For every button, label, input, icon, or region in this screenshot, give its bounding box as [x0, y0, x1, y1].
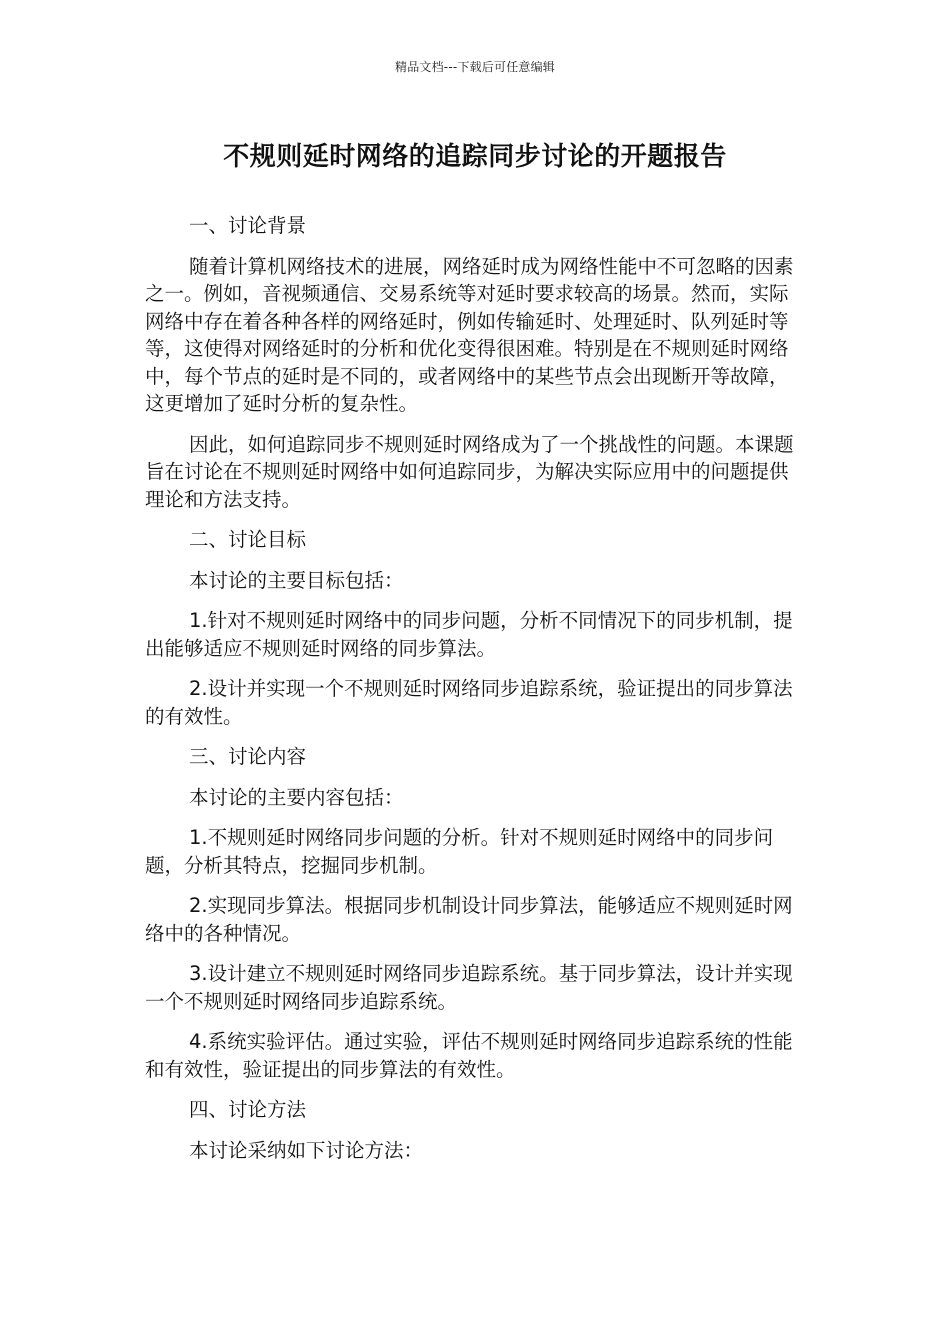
section-heading-methods: 四、讨论方法: [189, 1098, 307, 1121]
paragraph-goals-intro: 本讨论的主要目标包括：: [189, 568, 404, 592]
list-item-content-2: 2.实现同步算法。根据同步机制设计同步算法，能够适应不规则延时网络中的各种情况。: [145, 894, 793, 945]
section-heading-content: 三、讨论内容: [189, 745, 307, 768]
list-item-goal-1: 1.针对不规则延时网络中的同步问题，分析不同情况下的同步机制，提出能够适应不规则延时网络的同步算法。: [145, 609, 793, 660]
page-header: 精品文档---下载后可任意编辑: [395, 60, 555, 74]
list-item-content-4: 4.系统实验评估。通过实验，评估不规则延时网络同步追踪系统的性能和有效性，验证提出的同步算法的有效性。: [145, 1030, 793, 1081]
section-heading-background: 一、讨论背景: [189, 214, 307, 237]
document-body: [145, 212, 795, 1177]
paragraph-methods-intro: 本讨论采纳如下讨论方法：: [189, 1138, 424, 1162]
paragraph-content-intro: 本讨论的主要内容包括：: [189, 785, 404, 809]
document-title: 不规则延时网络的追踪同步讨论的开题报告: [223, 142, 727, 172]
paragraph-background-1: 随着计算机网络技术的进展，网络延时成为网络性能中不可忽略的因素之一。例如，音视频通信、交易系统等对延时要求较高的场景。然而，实际网络中存在着各种各样的网络延时，例如传输延时、处理延时、队列延时等等，这使得对网络延时的分析和优化变得很困难。特别是在不规则延时网络中，每个节点的延时是不同的，或者网络中的某些节点会出现断开等故障，这更增加了延时分析的复杂性。: [145, 254, 794, 415]
paragraph-background-2: 因此，如何追踪同步不规则延时网络成为了一个挑战性的问题。本课题旨在讨论在不规则延时网络中如何追踪同步，为解决实际应用中的问题提供理论和方法支持。: [145, 432, 794, 511]
section-heading-goals: 二、讨论目标: [189, 528, 307, 551]
list-item-goal-2: 2.设计并实现一个不规则延时网络同步追踪系统，验证提出的同步算法的有效性。: [145, 677, 793, 728]
list-item-content-1: 1.不规则延时网络同步问题的分析。针对不规则延时网络中的同步问题，分析其特点，挖掘同步机制。: [145, 826, 774, 877]
list-item-content-3: 3.设计建立不规则延时网络同步追踪系统。基于同步算法，设计并实现一个不规则延时网络同步追踪系统。: [145, 962, 793, 1013]
